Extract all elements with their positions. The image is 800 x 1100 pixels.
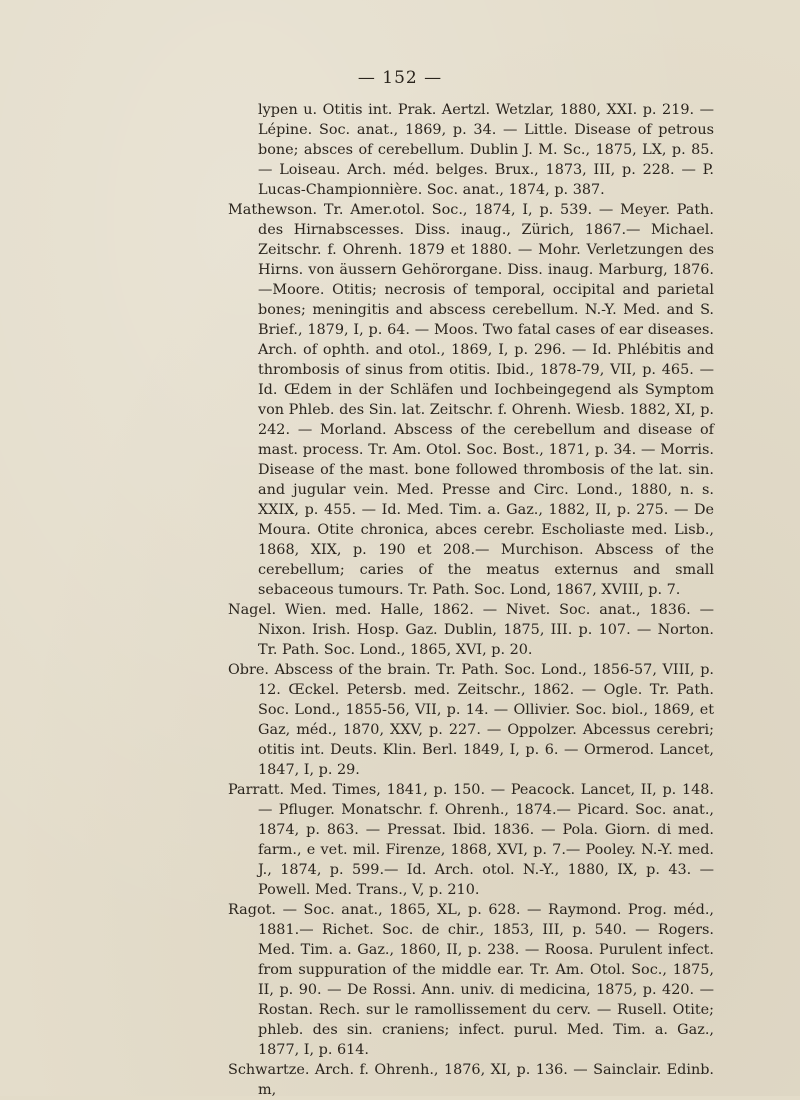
bibliography-entry-s: Schwartze. Arch. f. Ohrenh., 1876, XI, p. 136. — Sainclair. Edinb. m, bbox=[228, 1062, 714, 1098]
bibliography-entry-r: Ragot. — Soc. anat., 1865, XL, p. 628. — Raymond. Prog. méd., 1881.— Richet. Soc. de chir., 1853, III, p. 540. — Rogers. Med. Tim. a. Gaz., 1860, II, p. 238. — Roosa. Purulent infect. from suppuration of the middle ear. Tr. Am. Otol. Soc., 1875, II, p. 90. — De Rossi. Ann. univ. di medicina, 1875, p. 420. — Rostan. Rech. sur le ramollissement du cerv. — Rusell. Otite; phleb. des sin. craniens; infect. purul. Med. Tim. a. Gaz., 1877, I, p. 614. bbox=[228, 902, 714, 1058]
bibliography-entry-o: Obre. Abscess of the brain. Tr. Path. Soc. Lond., 1856-57, VIII, p. 12. Œckel. Petersb. med. Zeitschr., 1862. — Ogle. Tr. Path. Soc. Lond., 1855-56, VII, p. 14. — Ollivier. Soc. biol., 1869, et Gaz, méd., 1870, XXV, p. 227. — Oppolzer. Abcessus cerebri; otitis int. Deuts. Klin. Berl. 1849, I, p. 6. — Ormerod. Lancet, 1847, I, p. 29. bbox=[228, 662, 714, 778]
bibliography-entry-p: Parratt. Med. Times, 1841, p. 150. — Peacock. Lancet, II, p. 148. — Pfluger. Monatschr. f. Ohrenh., 1874.— Picard. Soc. anat., 1874, p. 863. — Pressat. Ibid. 1836. — Pola. Giorn. di med. farm., e vet. mil. Firenze, 1868, XVI, p. 7.— Pooley. N.-Y. med. J., 1874, p. 599.— Id. Arch. otol. N.-Y., 1880, IX, p. 43. — Powell. Med. Trans., V, p. 210. bbox=[228, 782, 714, 898]
bibliography-entry-n: Nagel. Wien. med. Halle, 1862. — Nivet. Soc. anat., 1836. — Nixon. Irish. Hosp. Gaz. Dublin, 1875, III. p. 107. — Norton. Tr. Path. Soc. Lond., 1865, XVI, p. 20. bbox=[228, 602, 714, 658]
bibliography-entry-l-continued: lypen u. Otitis int. Prak. Aertzl. Wetzlar, 1880, XXI. p. 219. — Lépine. Soc. anat., 1869, p. 34. — Little. Disease of petrous bone; absces of cerebellum. Dublin J. M. Sc., 1875, LX, p. 85. — Loiseau. Arch. méd. belges. Brux., 1873, III, p. 228. — P. Lucas-Championnière. Soc. anat., 1874, p. 387. bbox=[258, 102, 714, 198]
bibliography-text bbox=[228, 100, 714, 1100]
page-number: — 152 — bbox=[357, 68, 443, 88]
bibliography-entry-m: Mathewson. Tr. Amer.otol. Soc., 1874, I, p. 539. — Meyer. Path. des Hirnabscesses. Diss. inaug., Zürich, 1867.— Michael. Zeitschr. f. Ohrenh. 1879 et 1880. — Mohr. Verletzungen des Hirns. von äussern Gehörorgane. Diss. inaug. Marburg, 1876.—Moore. Otitis; necrosis of temporal, occipital and parietal bones; meningitis and abscess cerebellum. N.-Y. Med. and S. Brief., 1879, I, p. 64. — Moos. Two fatal cases of ear diseases. Arch. of ophth. and otol., 1869, I, p. 296. — Id. Phlébitis and thrombosis of sinus from otitis. Ibid., 1878-79, VII, p. 465. — Id. Œdem in der Schläfen und Iochbeingegend als Symptom von Phleb. des Sin. lat. Zeitschr. f. Ohrenh. Wiesb. 1882, XI, p. 242. — Morland. Abscess of the cerebellum and disease of mast. process. Tr. Am. Otol. Soc. Bost., 1871, p. 34. — Morris. Disease of the mast. bone followed thrombosis of the lat. sin. and jugular vein. Med. Presse and Circ. Lond., 1880, n. s. XXIX, p. 455. — Id. Med. Tim. a. Gaz., 1882, II, p. 275. — De Moura. Otite chronica, abces cerebr. Escholiaste med. Lisb., 1868, XIX, p. 190 et 208.— Murchison. Abscess of the cerebellum; caries of the meatus externus and small sebaceous tumours. Tr. Path. Soc. Lond, 1867, XVIII, p. 7. bbox=[228, 202, 714, 598]
